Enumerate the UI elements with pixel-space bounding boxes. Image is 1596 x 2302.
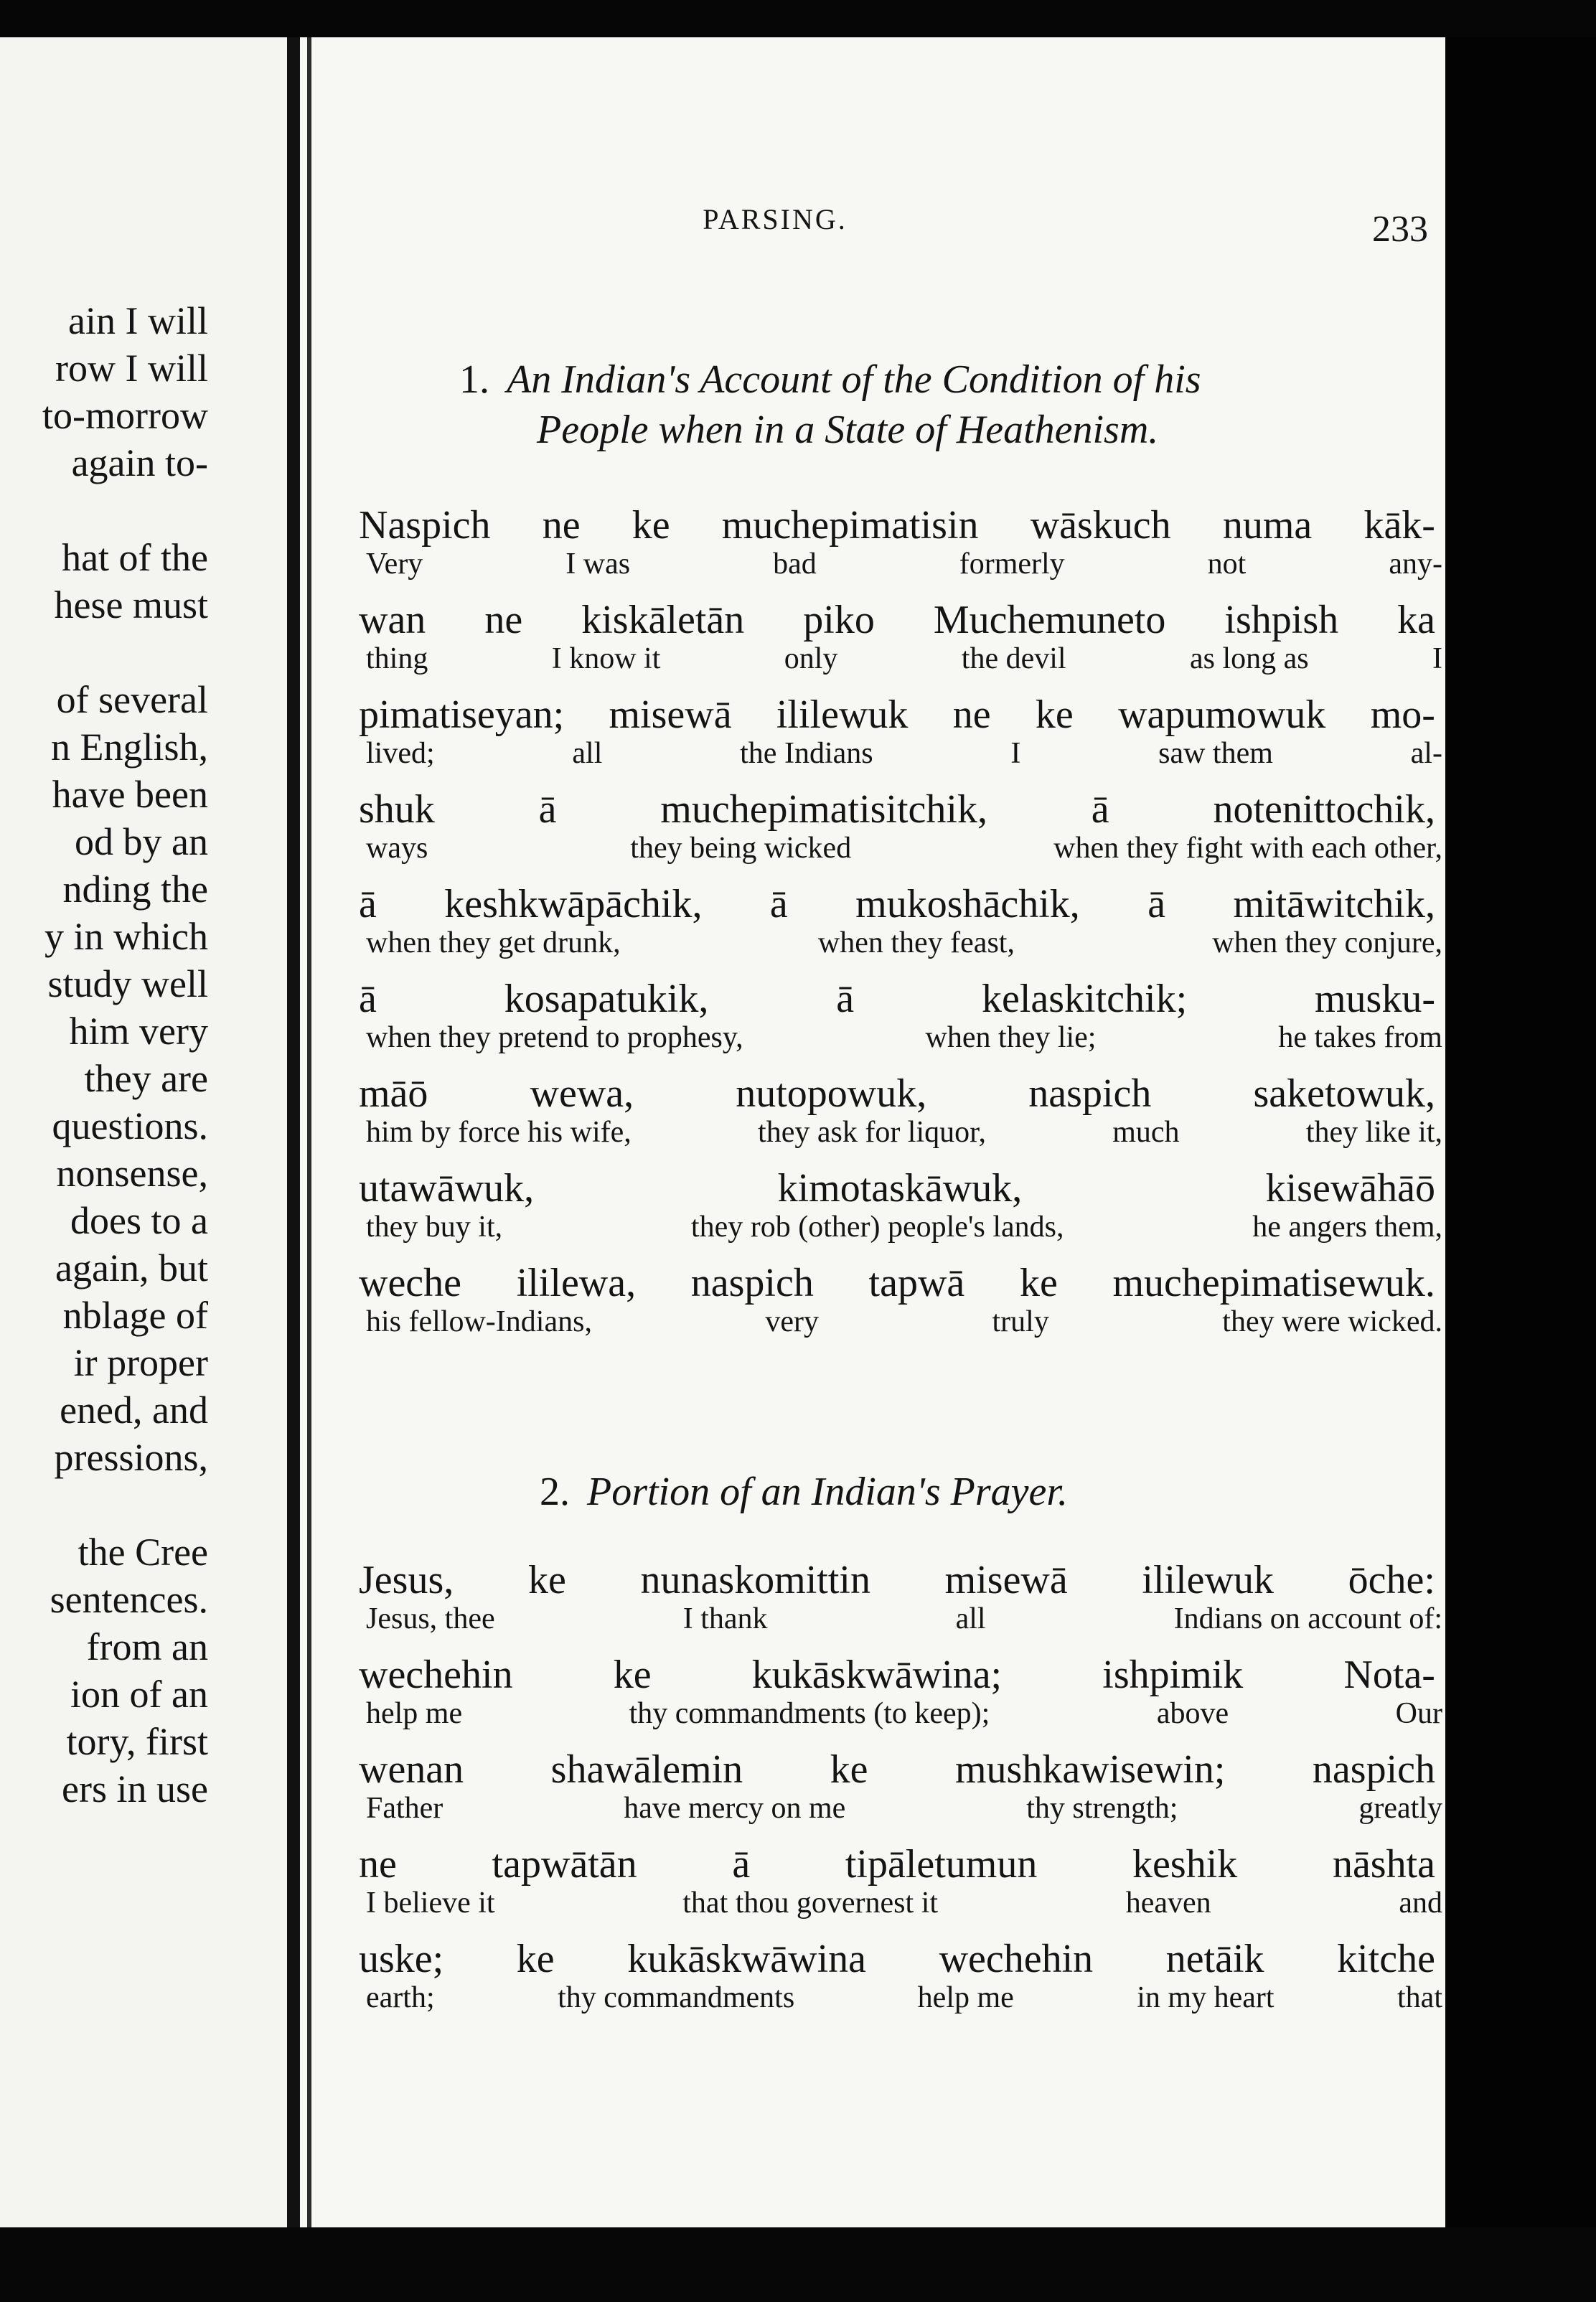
left-page-line: questions. <box>52 1104 208 1147</box>
cree-word: Nota- <box>1343 1653 1435 1697</box>
english-gloss: lived; <box>366 737 435 770</box>
english-gloss: earth; <box>366 1981 435 2014</box>
english-gloss: only <box>784 642 838 675</box>
interlinear-line <box>359 597 1442 692</box>
cree-word: ā <box>836 977 855 1021</box>
cree-line <box>359 976 1435 1022</box>
book-gutter <box>287 37 300 2227</box>
interlinear-line <box>359 1165 1442 1260</box>
left-page-line: does to a <box>70 1199 208 1242</box>
left-page-line: pressions, <box>54 1436 208 1479</box>
section-1-title-line-1 <box>459 356 1201 403</box>
left-page-line: ion of an <box>70 1673 208 1716</box>
english-gloss: I believe it <box>366 1887 495 1920</box>
left-page-fragment <box>0 37 287 2227</box>
running-head: PARSING. <box>703 203 848 235</box>
english-gloss-line <box>366 1600 1442 1638</box>
english-gloss: Very <box>366 548 423 581</box>
interlinear-line <box>359 976 1442 1071</box>
cree-word: mushkawisewin; <box>955 1747 1226 1792</box>
cree-line <box>359 1841 1435 1887</box>
english-gloss-line <box>366 1884 1442 1922</box>
cree-word: ne <box>542 503 581 548</box>
english-gloss: his fellow-Indians, <box>366 1305 592 1338</box>
left-page-line: ain I will <box>68 299 208 342</box>
cree-line <box>359 1747 1435 1793</box>
cree-word: shawālemin <box>550 1747 743 1792</box>
cree-line <box>359 597 1435 643</box>
page-edge-rule <box>307 37 311 2227</box>
interlinear-line <box>359 1071 1442 1165</box>
cree-word: ā <box>732 1842 751 1887</box>
english-gloss: not <box>1207 548 1247 581</box>
interlinear-line <box>359 1652 1442 1747</box>
english-gloss-line <box>366 1019 1442 1056</box>
cree-word: wan <box>359 598 426 642</box>
cree-word: ke <box>516 1937 555 1981</box>
cree-word: naspich <box>690 1261 814 1305</box>
left-page-line: hat of the <box>62 536 208 579</box>
english-gloss: greatly <box>1358 1792 1442 1825</box>
english-gloss: heaven <box>1125 1887 1211 1920</box>
page-number: 233 <box>1372 209 1428 250</box>
english-gloss: formerly <box>959 548 1065 581</box>
left-page-line: again, but <box>55 1246 208 1289</box>
cree-line <box>359 1936 1435 1982</box>
cree-word: mitāwitchik, <box>1233 882 1435 926</box>
cree-word: utawāwuk, <box>359 1166 535 1211</box>
english-gloss: ways <box>366 832 428 865</box>
interlinear-line <box>359 502 1442 597</box>
cree-word: kitche <box>1337 1937 1435 1981</box>
cree-word: piko <box>803 598 875 642</box>
english-gloss: him by force his wife, <box>366 1116 632 1149</box>
cree-word: ne <box>484 598 523 642</box>
cree-word: muchepimatisitchik, <box>660 787 987 832</box>
english-gloss: above <box>1156 1697 1229 1730</box>
cree-word: kukāskwāwina; <box>751 1653 1003 1697</box>
english-gloss-line <box>366 1790 1442 1827</box>
cree-word: numa <box>1222 503 1313 548</box>
english-gloss: much <box>1112 1116 1180 1149</box>
cree-word: kisewāhāō <box>1265 1166 1435 1211</box>
english-gloss: when they lie; <box>925 1021 1097 1054</box>
cree-word: kosapatukik, <box>504 977 709 1021</box>
english-gloss: thing <box>366 642 428 675</box>
cree-word: ishpish <box>1224 598 1339 642</box>
english-gloss: Father <box>366 1792 443 1825</box>
left-page-line: him very <box>69 1010 208 1053</box>
cree-word: misewā <box>609 692 732 737</box>
cree-word: ililewa, <box>516 1261 637 1305</box>
cree-word: nunaskomittin <box>640 1558 870 1602</box>
left-page-line: nding the <box>62 868 208 911</box>
left-page-line: nonsense, <box>56 1152 208 1195</box>
english-gloss-line <box>366 1114 1442 1151</box>
english-gloss: Jesus, thee <box>366 1602 495 1635</box>
english-gloss: the devil <box>961 642 1066 675</box>
cree-word: Muchemuneto <box>933 598 1166 642</box>
english-gloss: when they conjure, <box>1212 926 1442 959</box>
interlinear-line <box>359 1936 1442 2031</box>
cree-word: ā <box>1147 882 1166 926</box>
left-page-line: tory, first <box>66 1720 208 1763</box>
left-page-line: sentences. <box>50 1578 208 1621</box>
left-page-line: the Cree <box>78 1531 208 1574</box>
cree-word: ā <box>359 882 377 926</box>
english-gloss: they ask for liquor, <box>758 1116 986 1149</box>
english-gloss: when they fight with each other, <box>1053 832 1442 865</box>
cree-word: ke <box>613 1653 652 1697</box>
english-gloss: thy commandments (to keep); <box>629 1697 990 1730</box>
english-gloss-line <box>366 735 1442 772</box>
english-gloss: when they get drunk, <box>366 926 621 959</box>
cree-word: pimatiseyan; <box>359 692 565 737</box>
cree-word: ā <box>359 977 377 1021</box>
interlinear-line <box>359 1260 1442 1355</box>
english-gloss-line <box>366 830 1442 867</box>
cree-word: kukāskwāwina <box>627 1937 867 1981</box>
cree-word: ka <box>1397 598 1435 642</box>
left-page-line: row I will <box>55 347 208 390</box>
left-page-line: to-morrow <box>42 394 208 437</box>
english-gloss: bad <box>773 548 817 581</box>
english-gloss: when they pretend to prophesy, <box>366 1021 743 1054</box>
cree-line <box>359 1260 1435 1306</box>
cree-word: keshik <box>1132 1842 1238 1887</box>
cree-word: nāshta <box>1332 1842 1435 1887</box>
cree-word: ke <box>830 1747 868 1792</box>
cree-word: weche <box>359 1261 462 1305</box>
left-page-line: ers in use <box>62 1767 208 1810</box>
interlinear-line <box>359 881 1442 976</box>
english-gloss: in my heart <box>1137 1981 1275 2014</box>
interlinear-line <box>359 692 1442 786</box>
english-gloss: saw them <box>1158 737 1273 770</box>
scan-bottom-border <box>0 2227 1596 2302</box>
cree-word: tapwātān <box>492 1842 637 1887</box>
cree-word: naspich <box>1312 1747 1435 1792</box>
cree-word: ke <box>527 1558 566 1602</box>
english-gloss: he takes from <box>1278 1021 1442 1054</box>
english-gloss: al- <box>1410 737 1442 770</box>
english-gloss-line <box>366 1979 1442 2016</box>
section-1-title-line-2: People when in a State of Heathenism. <box>537 408 1159 452</box>
scan-right-border <box>1445 37 1596 2227</box>
cree-word: ā <box>538 787 557 832</box>
section-2-title <box>540 1468 1068 1516</box>
cree-word: ne <box>952 692 991 737</box>
english-gloss: I know it <box>551 642 661 675</box>
english-gloss: they rob (other) people's lands, <box>690 1211 1064 1244</box>
cree-word: keshkwāpāchik, <box>444 882 703 926</box>
cree-word: kiskāletān <box>581 598 745 642</box>
cree-word: mo- <box>1370 692 1435 737</box>
left-page-line: y in which <box>44 915 208 958</box>
cree-word: wapumowuk <box>1118 692 1326 737</box>
english-gloss-line <box>366 924 1442 962</box>
cree-word: mukoshāchik, <box>855 882 1080 926</box>
english-gloss: that thou governest it <box>682 1887 939 1920</box>
cree-word: ililewuk <box>776 692 909 737</box>
english-gloss: I <box>1432 642 1442 675</box>
left-page-line: hese must <box>54 583 208 626</box>
left-page-line: od by an <box>75 820 208 863</box>
english-gloss: I was <box>565 548 631 581</box>
english-gloss: Indians on account of: <box>1173 1602 1442 1635</box>
left-page-line: nblage of <box>62 1294 208 1337</box>
cree-line <box>359 1652 1435 1698</box>
cree-word: muchepimatisin <box>721 503 979 548</box>
english-gloss-line <box>366 1303 1442 1340</box>
interlinear-line <box>359 786 1442 881</box>
left-page-line: n English, <box>50 725 208 769</box>
left-page-line: again to- <box>71 441 208 484</box>
cree-word: shuk <box>359 787 435 832</box>
english-gloss: and <box>1399 1887 1442 1920</box>
english-gloss: as long as <box>1189 642 1309 675</box>
section-2-number: 2. <box>540 1470 570 1514</box>
english-gloss-line <box>366 1695 1442 1732</box>
english-gloss: that <box>1397 1981 1442 2014</box>
cree-word: tapwā <box>868 1261 965 1305</box>
cree-word: musku- <box>1315 977 1435 1021</box>
section-1-title-text: An Indian's Account of the Condition of his <box>507 357 1201 402</box>
cree-word: ā <box>769 882 788 926</box>
english-gloss: the Indians <box>740 737 873 770</box>
cree-word: wechehin <box>359 1653 513 1697</box>
cree-word: kimotaskāwuk, <box>777 1166 1023 1211</box>
english-gloss: they being wicked <box>630 832 852 865</box>
cree-line <box>359 1557 1435 1603</box>
section-2-title-text: Portion of an Indian's Prayer. <box>587 1470 1068 1514</box>
left-page-line: have been <box>52 773 208 816</box>
left-page-line: ened, and <box>60 1389 208 1432</box>
english-gloss: I thank <box>682 1602 768 1635</box>
cree-word: wewa, <box>530 1071 634 1116</box>
english-gloss: help me <box>366 1697 463 1730</box>
cree-word: wenan <box>359 1747 464 1792</box>
cree-word: ōche: <box>1348 1558 1435 1602</box>
cree-word: Jesus, <box>359 1558 454 1602</box>
cree-word: tipāletumun <box>845 1842 1038 1887</box>
english-gloss: help me <box>917 1981 1014 2014</box>
interlinear-line <box>359 1747 1442 1841</box>
cree-word: ne <box>359 1842 397 1887</box>
cree-word: saketowuk, <box>1253 1071 1435 1116</box>
cree-line <box>359 1165 1435 1211</box>
section-1-number: 1. <box>459 357 489 402</box>
left-page-line: from an <box>86 1625 208 1668</box>
cree-word: kāk- <box>1363 503 1435 548</box>
cree-word: ishpimik <box>1102 1653 1244 1697</box>
section-1-interlinear-text <box>359 502 1442 1355</box>
cree-word: nutopowuk, <box>736 1071 927 1116</box>
english-gloss: when they feast, <box>817 926 1015 959</box>
english-gloss: they were wicked. <box>1222 1305 1442 1338</box>
cree-word: kelaskitchik; <box>981 977 1188 1021</box>
cree-word: ke <box>632 503 670 548</box>
interlinear-line <box>359 1841 1442 1936</box>
cree-line <box>359 1071 1435 1117</box>
english-gloss: any- <box>1389 548 1442 581</box>
cree-word: ā <box>1091 787 1109 832</box>
cree-line <box>359 881 1435 927</box>
section-2-interlinear-text <box>359 1557 1442 2031</box>
cree-word: ililewuk <box>1142 1558 1274 1602</box>
cree-line <box>359 692 1435 738</box>
left-page-line: they are <box>84 1057 208 1100</box>
english-gloss: Our <box>1395 1697 1442 1730</box>
cree-word: wechehin <box>939 1937 1094 1981</box>
cree-word: ke <box>1035 692 1074 737</box>
cree-word: wāskuch <box>1030 503 1171 548</box>
english-gloss: all <box>955 1602 986 1635</box>
english-gloss-line <box>366 545 1442 583</box>
english-gloss: he angers them, <box>1252 1211 1442 1244</box>
cree-word: muchepimatisewuk. <box>1112 1261 1435 1305</box>
cree-word: Naspich <box>359 503 491 548</box>
cree-word: naspich <box>1028 1071 1152 1116</box>
interlinear-line <box>359 1557 1442 1652</box>
left-page-line: study well <box>47 962 208 1005</box>
english-gloss: thy strength; <box>1026 1792 1178 1825</box>
english-gloss: I <box>1010 737 1021 770</box>
cree-word: netāik <box>1165 1937 1264 1981</box>
cree-word: māō <box>359 1071 428 1116</box>
cree-line <box>359 502 1435 548</box>
cree-word: notenittochik, <box>1213 787 1435 832</box>
english-gloss: very <box>765 1305 820 1338</box>
left-page-line: of several <box>56 678 208 721</box>
english-gloss-line <box>366 1208 1442 1246</box>
english-gloss: they buy it, <box>366 1211 503 1244</box>
cree-word: uske; <box>359 1937 444 1981</box>
cree-word: misewā <box>944 1558 1068 1602</box>
scan-top-border <box>0 0 1596 37</box>
english-gloss: all <box>572 737 603 770</box>
english-gloss: have mercy on me <box>624 1792 846 1825</box>
english-gloss: they like it, <box>1305 1116 1442 1149</box>
left-page-line: ir proper <box>73 1341 208 1384</box>
english-gloss-line <box>366 640 1442 677</box>
cree-word: ke <box>1019 1261 1058 1305</box>
cree-line <box>359 786 1435 832</box>
english-gloss: thy commandments <box>558 1981 795 2014</box>
english-gloss: truly <box>992 1305 1049 1338</box>
